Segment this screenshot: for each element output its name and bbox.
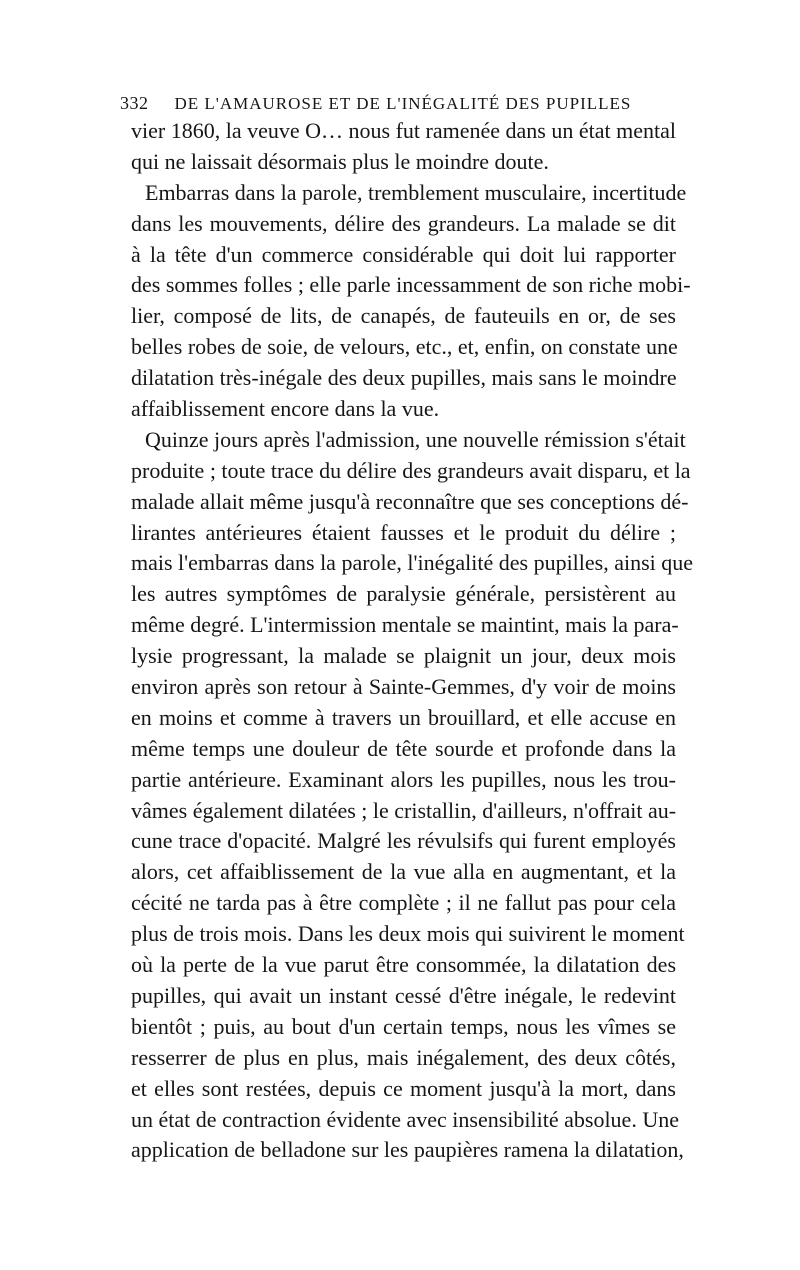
- text-line: où la perte de la vue parut être consommée, la dilatation des: [131, 952, 676, 978]
- text-line: environ après son retour à Sainte-Gemmes, d'y voir de moins: [131, 674, 676, 700]
- paragraph: [131, 178, 691, 425]
- text-line: belles robes de soie, de velours, etc., et, enfin, on constate une: [131, 334, 678, 360]
- text-line: cécité ne tarda pas à être complète ; il ne fallut pas pour cela: [131, 890, 676, 916]
- text-line: partie antérieure. Examinant alors les pupilles, nous les trou-: [131, 766, 676, 792]
- text-line: dans les mouvements, délire des grandeurs. La malade se dit: [131, 210, 676, 236]
- text-line: vier 1860, la veuve O… nous fut ramenée dans un état mental: [131, 118, 676, 143]
- text-line: lysie progressant, la malade se plaignit un jour, deux mois: [131, 643, 676, 669]
- text-line: des sommes folles ; elle parle incessamment de son riche mobi-: [131, 272, 691, 298]
- text-line: application de belladone sur les paupières ramena la dilatation,: [131, 1137, 684, 1163]
- text-line: lirantes antérieures étaient fausses et le produit du délire ;: [131, 519, 676, 545]
- running-title: DE L'AMAUROSE ET DE L'INÉGALITÉ DES PUPILLES: [174, 94, 632, 113]
- body-text: [131, 116, 694, 1166]
- text-line: affaiblissement encore dans la vue.: [131, 396, 440, 422]
- text-line: un état de contraction évidente avec insensibilité absolue. Une: [131, 1106, 679, 1132]
- text-line: lier, composé de lits, de canapés, de fauteuils en or, de ses: [131, 303, 676, 329]
- text-line: même temps une douleur de tête sourde et profonde dans la: [131, 735, 676, 761]
- running-header: [120, 88, 680, 118]
- text-line: vâmes également dilatées ; le cristallin, d'ailleurs, n'offrait au-: [131, 797, 677, 823]
- text-line: malade allait même jusqu'à reconnaître que ses conceptions dé-: [131, 488, 689, 514]
- text-line: resserrer de plus en plus, mais inégalement, des deux côtés,: [131, 1044, 676, 1070]
- paragraph: [131, 425, 694, 1166]
- text-line: à la tête d'un commerce considérable qui doit lui rapporter: [131, 241, 676, 267]
- page-number: 332: [120, 93, 149, 113]
- text-line: produite ; toute trace du délire des grandeurs avait disparu, et la: [131, 457, 691, 483]
- text-line: les autres symptômes de paralysie générale, persistèrent au: [131, 581, 676, 607]
- text-line: Embarras dans la parole, tremblement musculaire, incertitude: [145, 179, 687, 205]
- text-line: plus de trois mois. Dans les deux mois qui suivirent le moment: [131, 921, 685, 947]
- text-line: dilatation très-inégale des deux pupilles, mais sans le moindre: [131, 365, 677, 391]
- text-line: alors, cet affaiblissement de la vue alla en augmentant, et la: [131, 859, 676, 885]
- text-line: Quinze jours après l'admission, une nouvelle rémission s'était: [145, 426, 686, 452]
- text-line: et elles sont restées, depuis ce moment jusqu'à la mort, dans: [131, 1075, 676, 1101]
- text-line: pupilles, qui avait un instant cessé d'être inégale, le redevint: [131, 982, 676, 1008]
- text-line: mais l'embarras dans la parole, l'inégalité des pupilles, ainsi que: [131, 550, 694, 576]
- text-line: même degré. L'intermission mentale se maintint, mais la para-: [131, 612, 679, 638]
- text-line: qui ne laissait désormais plus le moindre doute.: [131, 148, 549, 174]
- paragraph: [131, 116, 676, 178]
- text-line: cune trace d'opacité. Malgré les révulsifs qui furent employés: [131, 828, 676, 854]
- text-line: bientôt ; puis, au bout d'un certain temps, nous les vîmes se: [131, 1013, 676, 1039]
- text-line: en moins et comme à travers un brouillard, et elle accuse en: [131, 704, 676, 730]
